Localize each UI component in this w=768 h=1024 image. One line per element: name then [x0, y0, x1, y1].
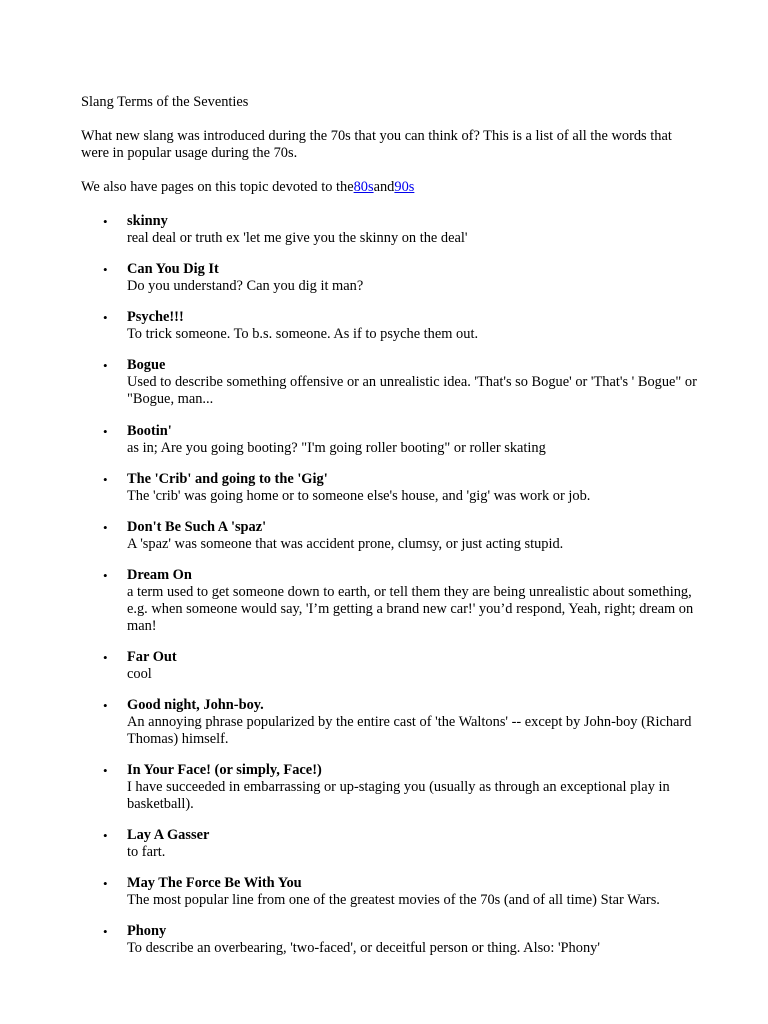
term-name: Far Out — [127, 649, 177, 665]
term-name: Can You Dig It — [127, 261, 219, 277]
term-name: Don't Be Such A 'spaz' — [127, 519, 267, 535]
bullet-icon: • — [103, 698, 108, 713]
bullet-icon: • — [103, 828, 108, 843]
list-item — [103, 519, 697, 553]
bullet-icon: • — [103, 763, 108, 778]
term-name: May The Force Be With You — [127, 875, 302, 891]
list-item — [103, 827, 697, 861]
term-definition: The 'crib' was going home or to someone else's house, and 'gig' was work or job. — [127, 488, 591, 504]
term-name: skinny — [127, 213, 168, 229]
link-80s[interactable]: 80s — [353, 179, 374, 195]
bullet-icon: • — [103, 262, 108, 277]
bullet-icon: • — [103, 650, 108, 665]
term-definition: To describe an overbearing, 'two-faced', or deceitful person or thing. Also: 'Phony' — [127, 940, 600, 956]
list-item — [103, 261, 697, 295]
term-definition: a term used to get someone down to earth, or tell them they are being unrealistic about something, e.g. when someone would say, 'I’m getting a brand new car!' you’d respond, Yeah, right; dream on man! — [127, 584, 694, 634]
list-item — [103, 357, 697, 408]
term-definition: to fart. — [127, 844, 166, 860]
list-item — [103, 471, 697, 505]
list-item — [103, 697, 697, 748]
bullet-icon: • — [103, 876, 108, 891]
bullet-icon: • — [103, 520, 108, 535]
term-definition: A 'spaz' was someone that was accident prone, clumsy, or just acting stupid. — [127, 536, 564, 552]
term-name: In Your Face! (or simply, Face!) — [127, 762, 322, 778]
term-name: Dream On — [127, 567, 192, 583]
bullet-icon: • — [103, 358, 108, 373]
list-item — [103, 649, 697, 683]
term-name: Bootin' — [127, 423, 172, 439]
list-item — [103, 923, 697, 957]
term-definition: real deal or truth ex 'let me give you the skinny on the deal' — [127, 230, 468, 246]
link-90s[interactable]: 90s — [394, 179, 415, 195]
term-definition: as in; Are you going booting? "I'm going roller booting" or roller skating — [127, 440, 546, 456]
bullet-icon: • — [103, 310, 108, 325]
bullet-icon: • — [103, 214, 108, 229]
bullet-icon: • — [103, 424, 108, 439]
term-name: Psyche!!! — [127, 309, 184, 325]
page-title: Slang Terms of the Seventies — [81, 94, 249, 110]
bullet-icon: • — [103, 568, 108, 583]
term-name: Phony — [127, 923, 167, 939]
bullet-icon: • — [103, 472, 108, 487]
term-name: Bogue — [127, 357, 166, 373]
term-name: The 'Crib' and going to the 'Gig' — [127, 471, 328, 487]
term-definition: Used to describe something offensive or an unrealistic idea. 'That's so Bogue' or 'That's ' Bogue" or "Bogue, man... — [127, 374, 697, 407]
intro-paragraph: What new slang was introduced during the 70s that you can think of? This is a list of all the words that were in popular usage during the 70s. — [81, 128, 672, 161]
term-definition: I have succeeded in embarrassing or up-staging you (usually as through an exceptional play in basketball). — [127, 779, 670, 812]
list-item — [103, 309, 697, 343]
related-and-text: and — [373, 179, 395, 195]
bullet-icon: • — [103, 924, 108, 939]
term-definition: An annoying phrase popularized by the entire cast of 'the Waltons' -- except by John-boy (Richard Thomas) himself. — [127, 714, 692, 747]
term-definition: Do you understand? Can you dig it man? — [127, 278, 364, 294]
term-definition: To trick someone. To b.s. someone. As if to psyche them out. — [127, 326, 479, 342]
term-name: Lay A Gasser — [127, 827, 210, 843]
list-item — [103, 213, 697, 247]
list-item — [103, 423, 697, 457]
list-item — [103, 875, 697, 909]
term-name: Good night, John-boy. — [127, 697, 264, 713]
list-item — [103, 762, 697, 813]
related-pages-text: We also have pages on this topic devoted to the — [81, 179, 354, 195]
term-definition: The most popular line from one of the greatest movies of the 70s (and of all time) Star Wars. — [127, 892, 660, 908]
list-item — [103, 567, 697, 635]
term-definition: cool — [127, 666, 152, 682]
related-pages-line — [81, 179, 414, 196]
